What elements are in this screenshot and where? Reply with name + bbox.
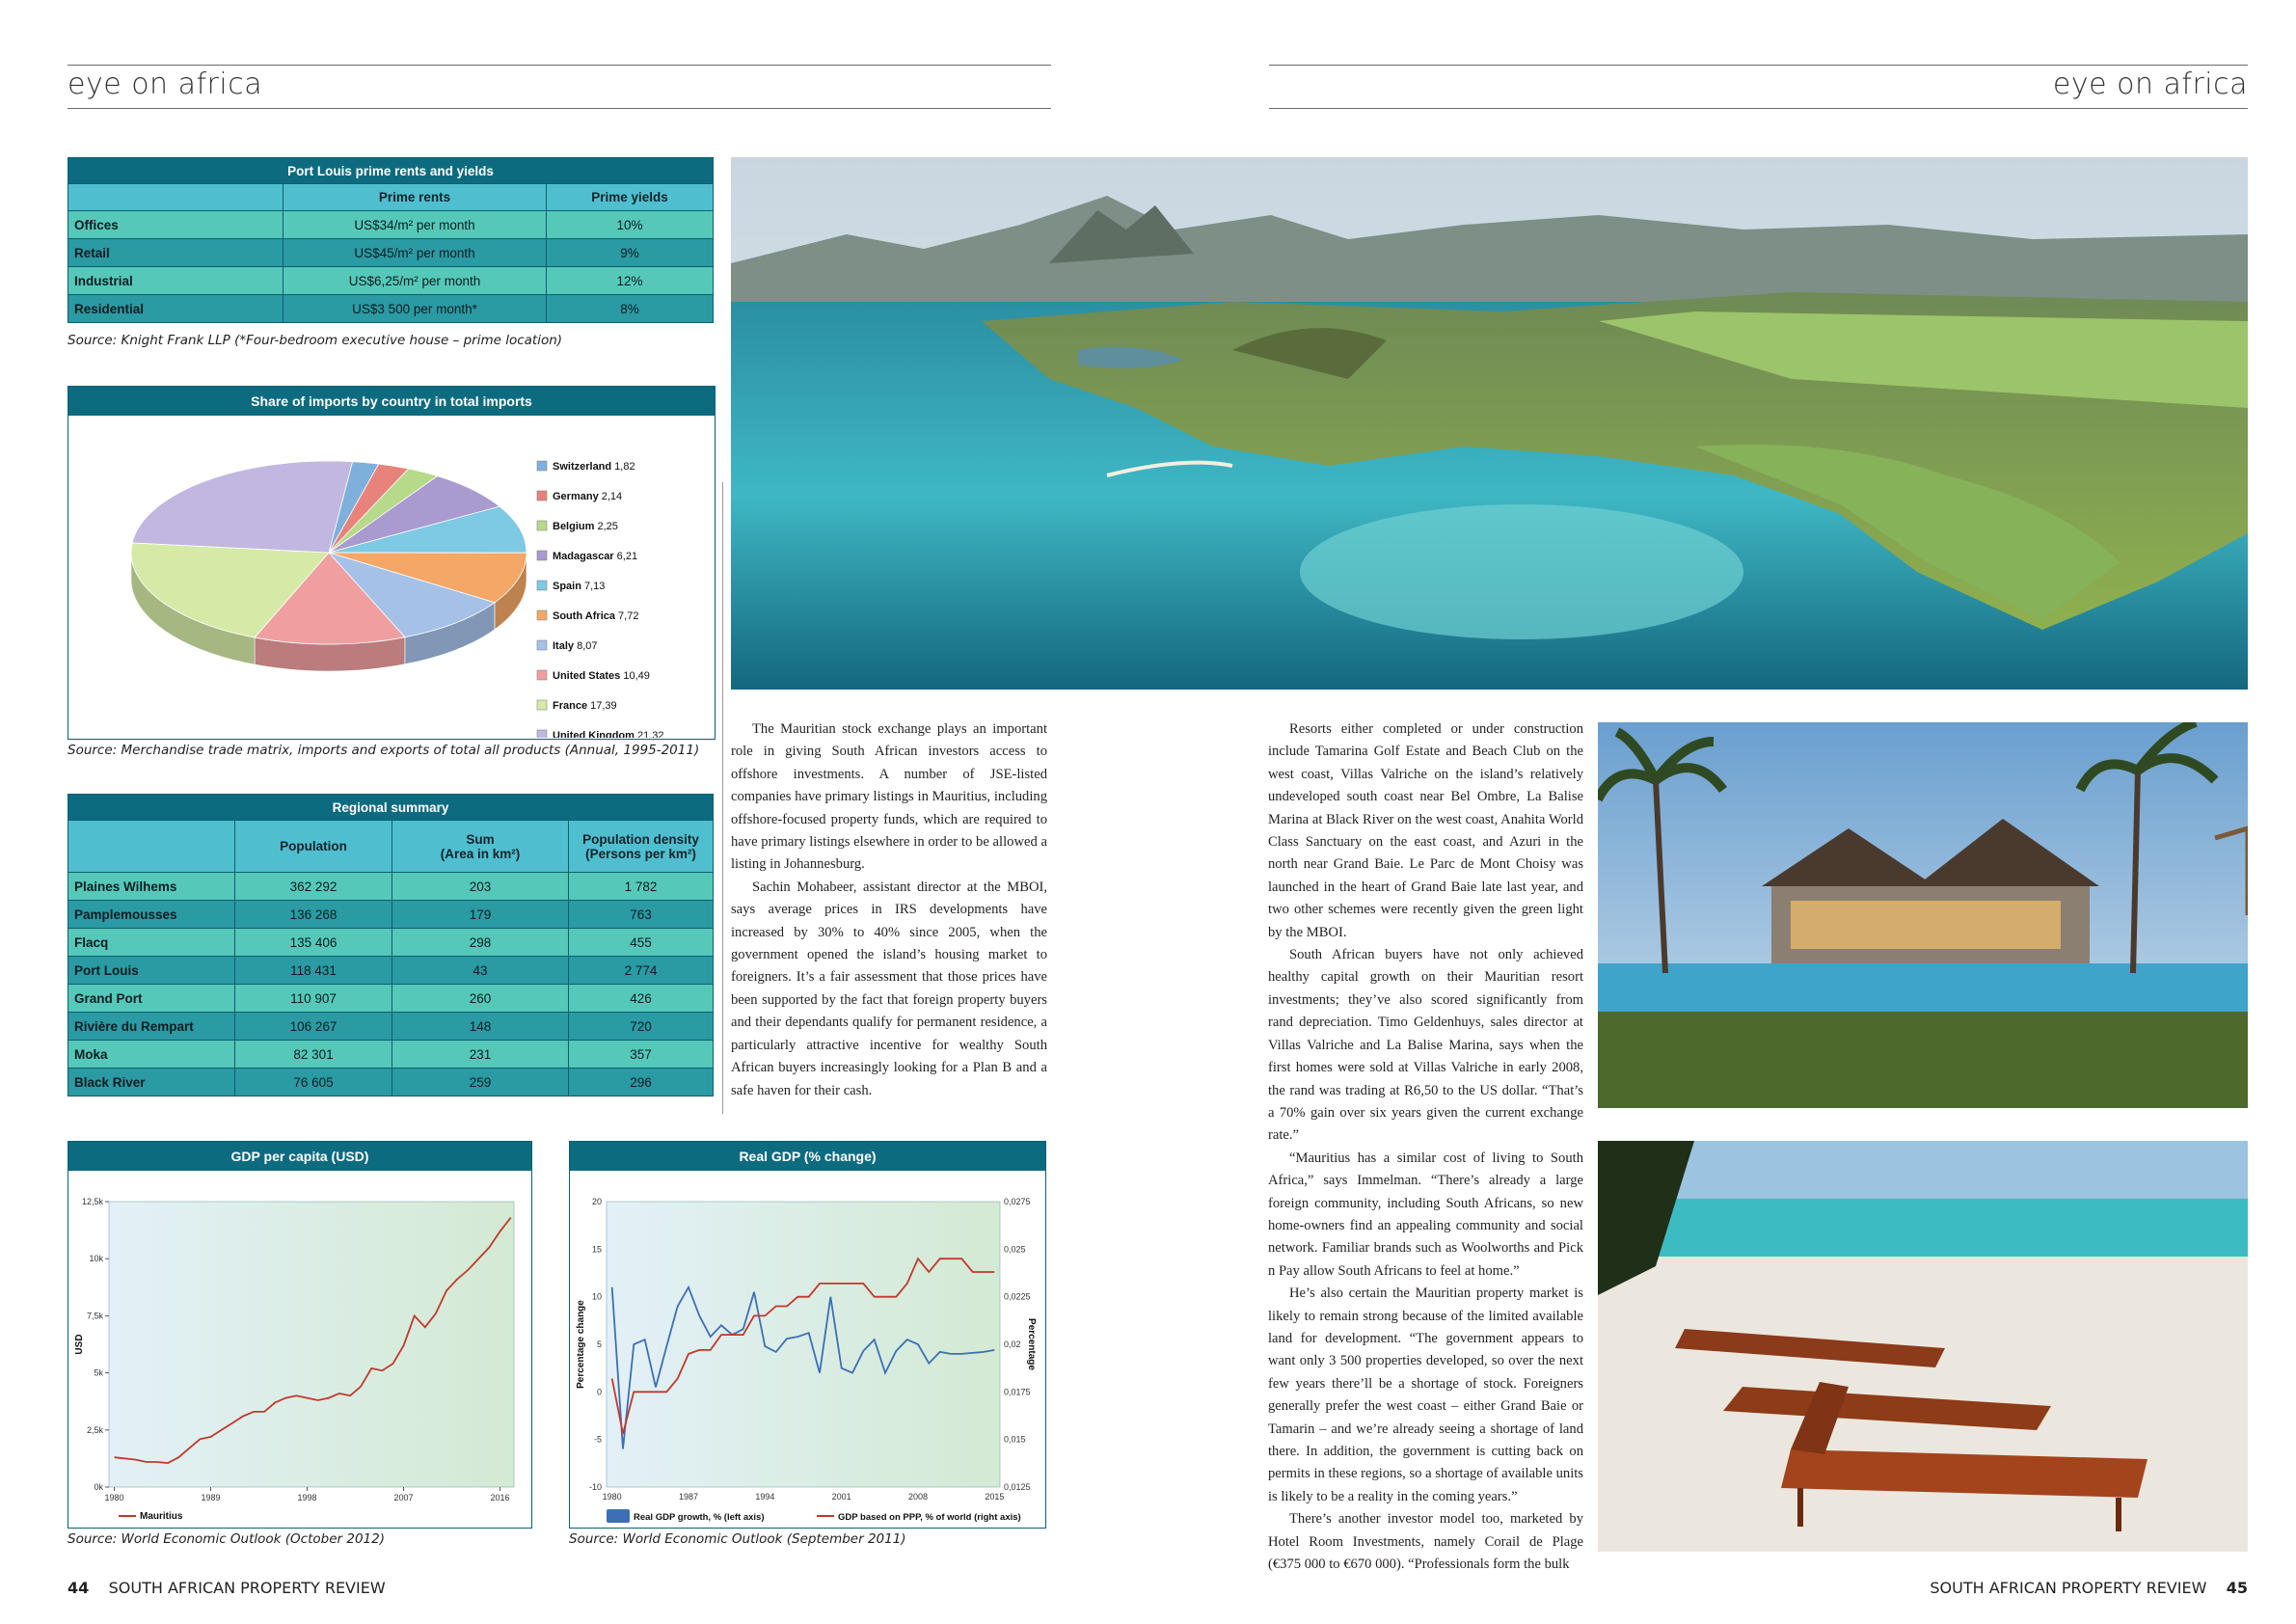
gdp-source: Source: World Economic Outlook (October 2012) [68,1531,385,1547]
y-tick-label: 7,5k [86,1311,103,1321]
x-tick-label: 1980 [602,1492,622,1502]
rents-table [68,157,714,323]
legend-item: Germany 2,14 [553,491,623,502]
legend-swatch [537,730,547,738]
beach-loungers-photo [1598,1141,2248,1552]
article-column-2 [1268,718,1583,1576]
legend-item: Madagascar 6,21 [553,551,638,562]
col-prime-rents: Prime rents [284,184,547,211]
aerial-island-photo [731,157,2248,690]
legend-swatch [537,581,547,590]
article-paragraph: The Mauritian stock exchange plays an important role in giving South African investors access to offshore investments. A number of JSE-listed companies have primary listings in Mauritius, including offshore-focused property funds, which are required to have primary listings elsewhere in order to be allowed a listing in Johannesburg. [731,721,1047,873]
article-paragraph: “Mauritius has a similar cost of living to South Africa,” says Immelman. “There’s already a large foreign community, including South Africans, so new home-owners find an appealing community and social network. Familiar brands such as Woolworths and Pick n Pay allow South Africans to feel at home.” [1268,1150,1583,1279]
col-density: Population density (Persons per km²) [569,821,714,873]
legend-swatch [537,551,547,560]
y-tick-label: 5k [94,1367,103,1378]
x-tick-label: 1980 [104,1493,124,1502]
y-tick-label: 2,5k [86,1424,103,1435]
section-title-right: eye on africa [2052,68,2248,101]
realgdp-chart-title: Real GDP (% change) [570,1142,1045,1171]
page-number-right: 45 [2226,1579,2248,1597]
article-paragraph: He’s also certain the Mauritian property market is likely to remain strong because of the limited available land for development. “The government appears to want only 3 500 properties developed, so over the next few years there’ll be a shortage of stock. Foreigners generally prefer the west coast – either Grand Baie or Tamarin – and we’re already seeing a shortage of land there. In addition, the government is cutting back on permits in these regions, so a shortage of available units is likely to be a reality in the coming years.” [1268,1286,1583,1504]
y-right-tick-label: 0,025 [1004,1244,1026,1255]
legend-swatch [537,491,547,501]
table-row: Rivière du Rempart 106 267 148 720 [68,1013,714,1041]
article-paragraph: Sachin Mohabeer, assistant director at the MBOI, says average prices in IRS developments have increased by 30% to 40% since 2005, when the government opened the island’s housing market to foreigners. It’s a fair assessment that those prices have been supported by the fact that foreign property buyers and their dependants qualify for permanent residence, a particularly attractive incentive for wealthy South African buyers increasingly looking for a Plan B and a safe haven for their cash. [731,879,1047,1098]
table-row: Residential US$3 500 per month* 8% [68,295,714,323]
x-tick-label: 1994 [755,1492,775,1502]
legend-item: United Kingdom 21,32 [553,730,664,738]
villa-pool-photo [1598,722,2248,1108]
legend-swatch [537,640,547,650]
table-row: Retail US$45/m² per month 9% [68,239,714,267]
imports-source: Source: Merchandise trade matrix, imports and exports of total all products (Annual, 1995-2011) [68,743,700,758]
y-axis-label: Percentage change [576,1300,586,1389]
y-tick-label: 15 [591,1244,602,1255]
x-tick-label: 2007 [393,1493,414,1502]
article-paragraph: South African buyers have not only achieved healthy capital growth on their Mauritian resort investments; they’ve also scored significantly from rand depreciation. Timo Geldenhuys, sales director at Villas Valriche and La Balise Marina, says when the first homes were sold at Villas Valriche in early 2008, the rand was trading at R6,50 to the US dollar. “That’s a 70% gain over six years given the current exchange rate.” [1268,947,1583,1144]
legend-swatch [537,521,547,530]
table-row: Moka 82 301 231 357 [68,1041,714,1069]
x-tick-label: 2001 [831,1492,851,1502]
plot-area [607,1202,1000,1487]
legend-swatch [537,670,547,680]
real-gdp-chart [569,1141,1046,1529]
legend-swatch [537,610,547,620]
y-tick-label: -10 [588,1482,602,1492]
footer-left [68,1579,386,1597]
table-row: Port Louis 118 431 43 2 774 [68,957,714,985]
y-right-tick-label: 0,0175 [1004,1387,1031,1397]
y-tick-label: 0 [596,1387,602,1397]
table-row: Pamplemousses 136 268 179 763 [68,901,714,929]
plot-area [109,1202,514,1487]
x-tick-label: 1987 [678,1492,699,1502]
table-row: Plaines Wilhems 362 292 203 1 782 [68,873,714,901]
x-tick-label: 1998 [297,1493,317,1502]
header-rule-bottom-right [1269,108,2248,109]
article-paragraph: There’s another investor model too, marketed by Hotel Room Investments, namely Corail de Plage (€375 000 to €670 000). “Professionals form the bulk [1268,1511,1583,1573]
header-rule-bottom-left [68,108,1051,109]
article-paragraph: Resorts either completed or under construction include Tamarina Golf Estate and Beach Club on the west coast, Villas Valriche on the island’s relatively undeveloped south coast near Bel Ombre, La Balise Marina at Black River on the west coast, Anahita World Class Sanctuary on the east coast, and Azuri in the north near Grand Baie. Le Parc de Mont Choisy was launched in the heart of Grand Baie late last year, and two other schemes were recently given the green light by the MBOI. [1268,721,1583,940]
legend-item: France 17,39 [553,700,617,712]
legend-item: South Africa 7,72 [553,610,639,622]
article-column-1 [731,718,1047,1102]
rents-table-title: Port Louis prime rents and yields [68,158,714,184]
y-right-tick-label: 0,0275 [1004,1197,1031,1206]
table-row: Offices US$34/m² per month 10% [68,211,714,239]
header-rule-top-right [1269,65,2248,66]
imports-pie-chart [68,416,715,738]
table-row: Industrial US$6,25/m² per month 12% [68,267,714,295]
legend-item: Switzerland 1,82 [553,461,635,473]
x-tick-label: 2008 [907,1492,929,1502]
gdp-chart-title: GDP per capita (USD) [68,1142,531,1171]
regional-table [68,794,714,1096]
header-rule-top-left [68,65,1051,66]
y-right-tick-label: 0,0125 [1004,1482,1031,1492]
y-tick-label: 0k [94,1482,103,1492]
legend-item: Real GDP growth, % (left axis) [634,1512,765,1523]
publication-name-left: SOUTH AFRICAN PROPERTY REVIEW [108,1579,386,1597]
y-right-tick-label: 0,0225 [1004,1291,1031,1302]
x-tick-label: 2015 [985,1492,1005,1502]
col-area: Sum (Area in km²) [392,821,569,873]
y-axis-label: USD [74,1334,85,1355]
y-tick-label: 10k [89,1254,103,1264]
y-tick-label: 10 [591,1291,602,1302]
legend-item: United States 10,49 [553,670,650,682]
legend-swatch [537,461,547,471]
y-right-tick-label: 0,015 [1004,1434,1026,1445]
y-tick-label: 20 [591,1197,602,1206]
column-divider [722,482,723,1114]
y-tick-label: 12,5k [81,1197,103,1206]
y-right-axis-label: Percentage [1026,1318,1037,1370]
y-tick-label: 5 [596,1340,602,1349]
legend-item: Spain 7,13 [553,581,606,592]
section-title-left: eye on africa [68,68,263,101]
legend-item: Mauritius [140,1511,183,1522]
page-number-left: 44 [68,1579,90,1597]
table-row: Black River 76 605 259 296 [68,1069,714,1096]
x-tick-label: 1989 [201,1493,221,1502]
footer-right [1930,1579,2248,1597]
table-row: Flacq 135 406 298 455 [68,929,714,957]
col-prime-yields: Prime yields [547,184,714,211]
rents-source: Source: Knight Frank LLP (*Four-bedroom executive house – prime location) [68,333,563,348]
gdp-per-capita-chart [68,1141,532,1529]
table-row: Grand Port 110 907 260 426 [68,985,714,1013]
legend-item: Italy 8,07 [553,640,598,652]
col-population: Population [235,821,392,873]
pie-slice-united-kingdom [132,461,352,553]
legend-swatch [607,1509,630,1523]
imports-chart-title: Share of imports by country in total imports [68,387,715,416]
x-tick-label: 2016 [490,1493,510,1502]
legend-item: Belgium 2,25 [553,521,618,532]
realgdp-source: Source: World Economic Outlook (September 2011) [569,1531,906,1547]
imports-chart [68,386,716,740]
y-tick-label: -5 [593,1434,602,1445]
legend-swatch [537,700,547,710]
y-right-tick-label: 0,02 [1004,1340,1021,1349]
legend-item: GDP based on PPP, % of world (right axis) [838,1512,1021,1523]
publication-name-right: SOUTH AFRICAN PROPERTY REVIEW [1930,1579,2207,1597]
regional-table-title: Regional summary [68,795,714,821]
